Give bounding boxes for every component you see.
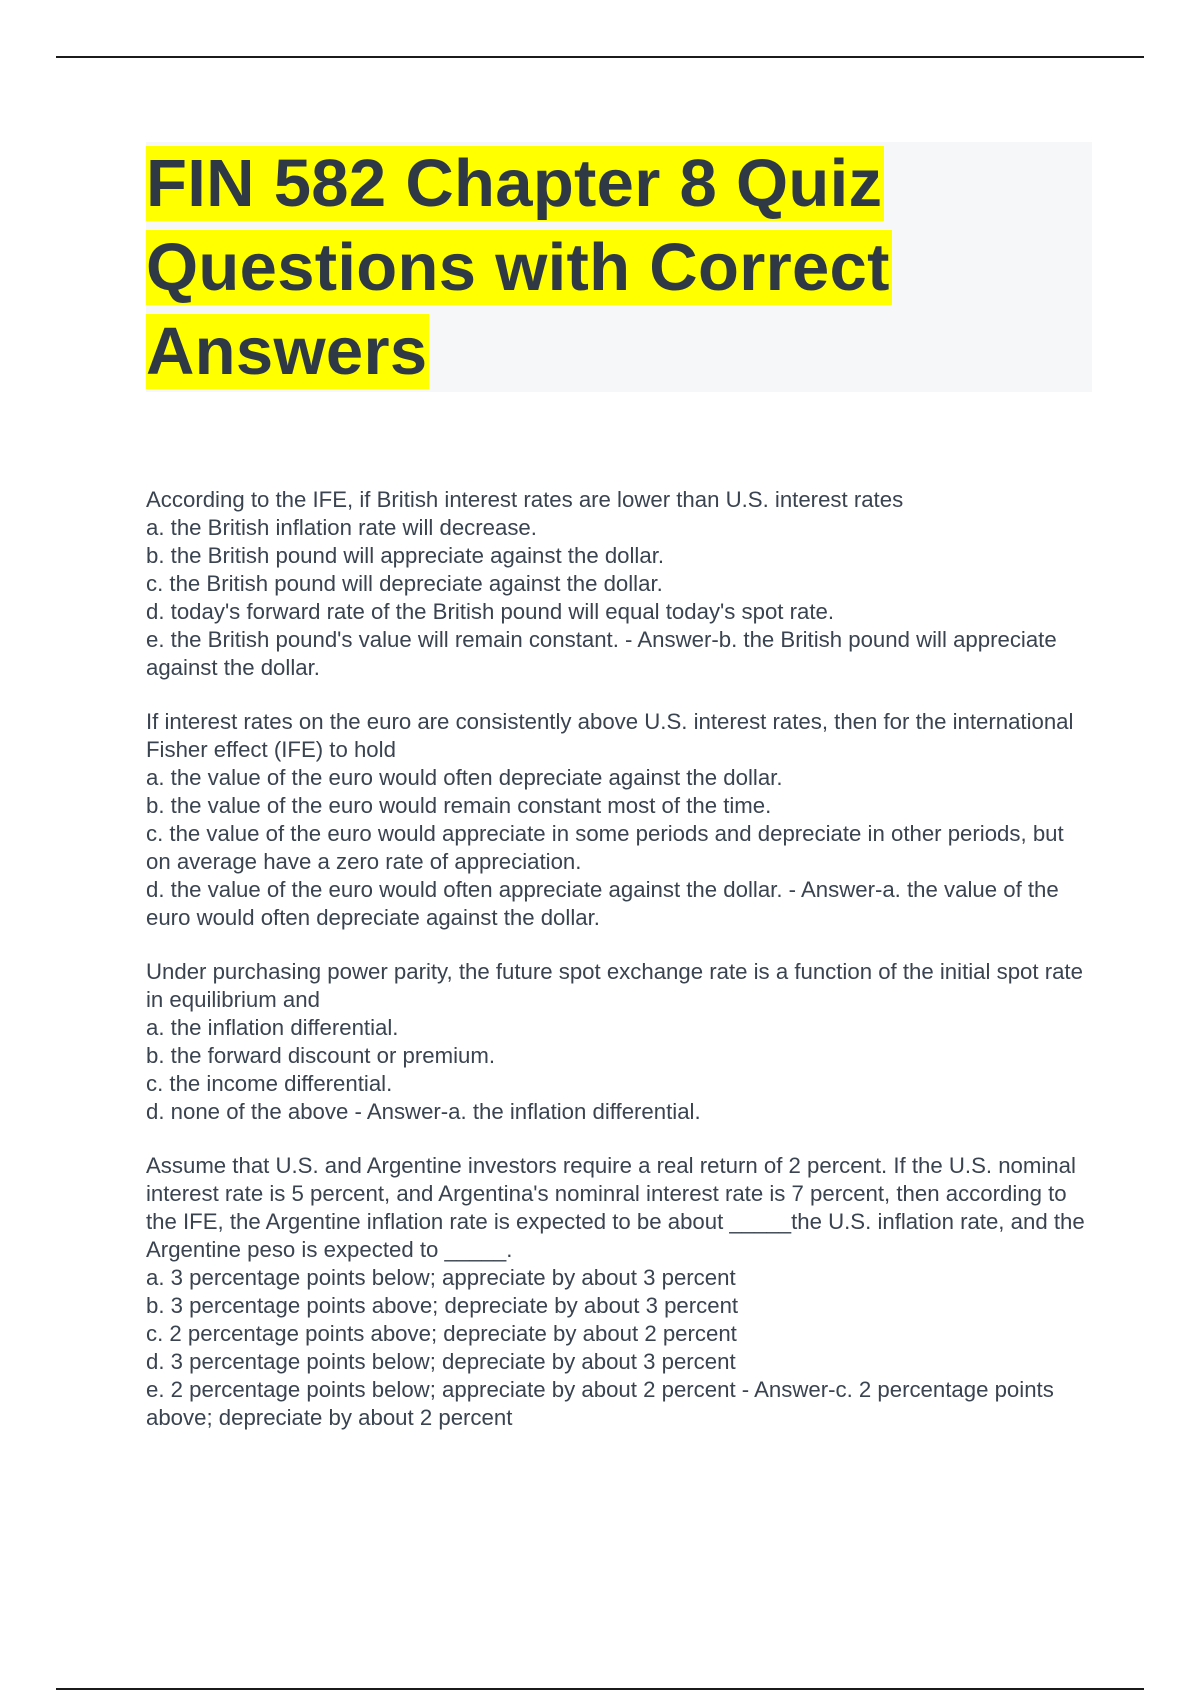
question-block [146,708,1092,932]
answer-option: d. the value of the euro would often appreciate against the dollar. - Answer-a. the value of the euro would often depreciate against the dollar. [146,877,1059,930]
answer-option: e. the British pound's value will remain constant. - Answer-b. the British pound will appreciate against the dollar. [146,627,1057,680]
answer-option: a. 3 percentage points below; appreciate by about 3 percent [146,1265,736,1290]
answer-option: b. the British pound will appreciate against the dollar. [146,543,665,568]
question-stem: If interest rates on the euro are consistently above U.S. interest rates, then for the international Fisher effect (IFE) to hold [146,709,1074,762]
bottom-rule [56,1688,1144,1690]
question-stem: Assume that U.S. and Argentine investors require a real return of 2 percent. If the U.S. nominal interest rate is 5 percent, and Argentina's nominral interest rate is 7 percent, then according to the IFE, the Argentine inflation rate is expected to be about _____the U.S. inflation rate, and the Argentine peso is expected to _____. [146,1153,1085,1262]
answer-option: d. today's forward rate of the British pound will equal today's spot rate. [146,599,835,624]
answer-option: c. the income differential. [146,1071,393,1096]
answer-option: b. 3 percentage points above; depreciate by about 3 percent [146,1293,739,1318]
answer-option: c. 2 percentage points above; depreciate by about 2 percent [146,1321,737,1346]
answer-option: a. the value of the euro would often depreciate against the dollar. [146,765,783,790]
answer-option: b. the value of the euro would remain constant most of the time. [146,793,772,818]
answer-option: d. 3 percentage points below; depreciate by about 3 percent [146,1349,736,1374]
question-block [146,1152,1092,1432]
answer-option: c. the British pound will depreciate against the dollar. [146,571,663,596]
top-rule [56,56,1144,58]
answer-option: d. none of the above - Answer-a. the inflation differential. [146,1099,701,1124]
title-block [146,142,1092,392]
title-line: Questions with Correct [146,230,890,305]
answer-option: a. the inflation differential. [146,1015,399,1040]
answer-option: a. the British inflation rate will decrease. [146,515,537,540]
answer-option: e. 2 percentage points below; appreciate by about 2 percent - Answer-c. 2 percentage points above; depreciate by about 2 percent [146,1377,1054,1430]
title-line: FIN 582 Chapter 8 Quiz [146,146,883,221]
question-stem: Under purchasing power parity, the future spot exchange rate is a function of the initial spot rate in equilibrium and [146,959,1083,1012]
question-block [146,958,1092,1126]
question-block [146,486,1092,682]
question-stem: According to the IFE, if British interest rates are lower than U.S. interest rates [146,487,904,512]
answer-option: b. the forward discount or premium. [146,1043,495,1068]
quiz-content [146,486,1092,1458]
title-line: Answers [146,314,428,389]
answer-option: c. the value of the euro would appreciate in some periods and depreciate in other periods, but on average have a zero rate of appreciation. [146,821,1064,874]
page-title [146,142,1092,394]
